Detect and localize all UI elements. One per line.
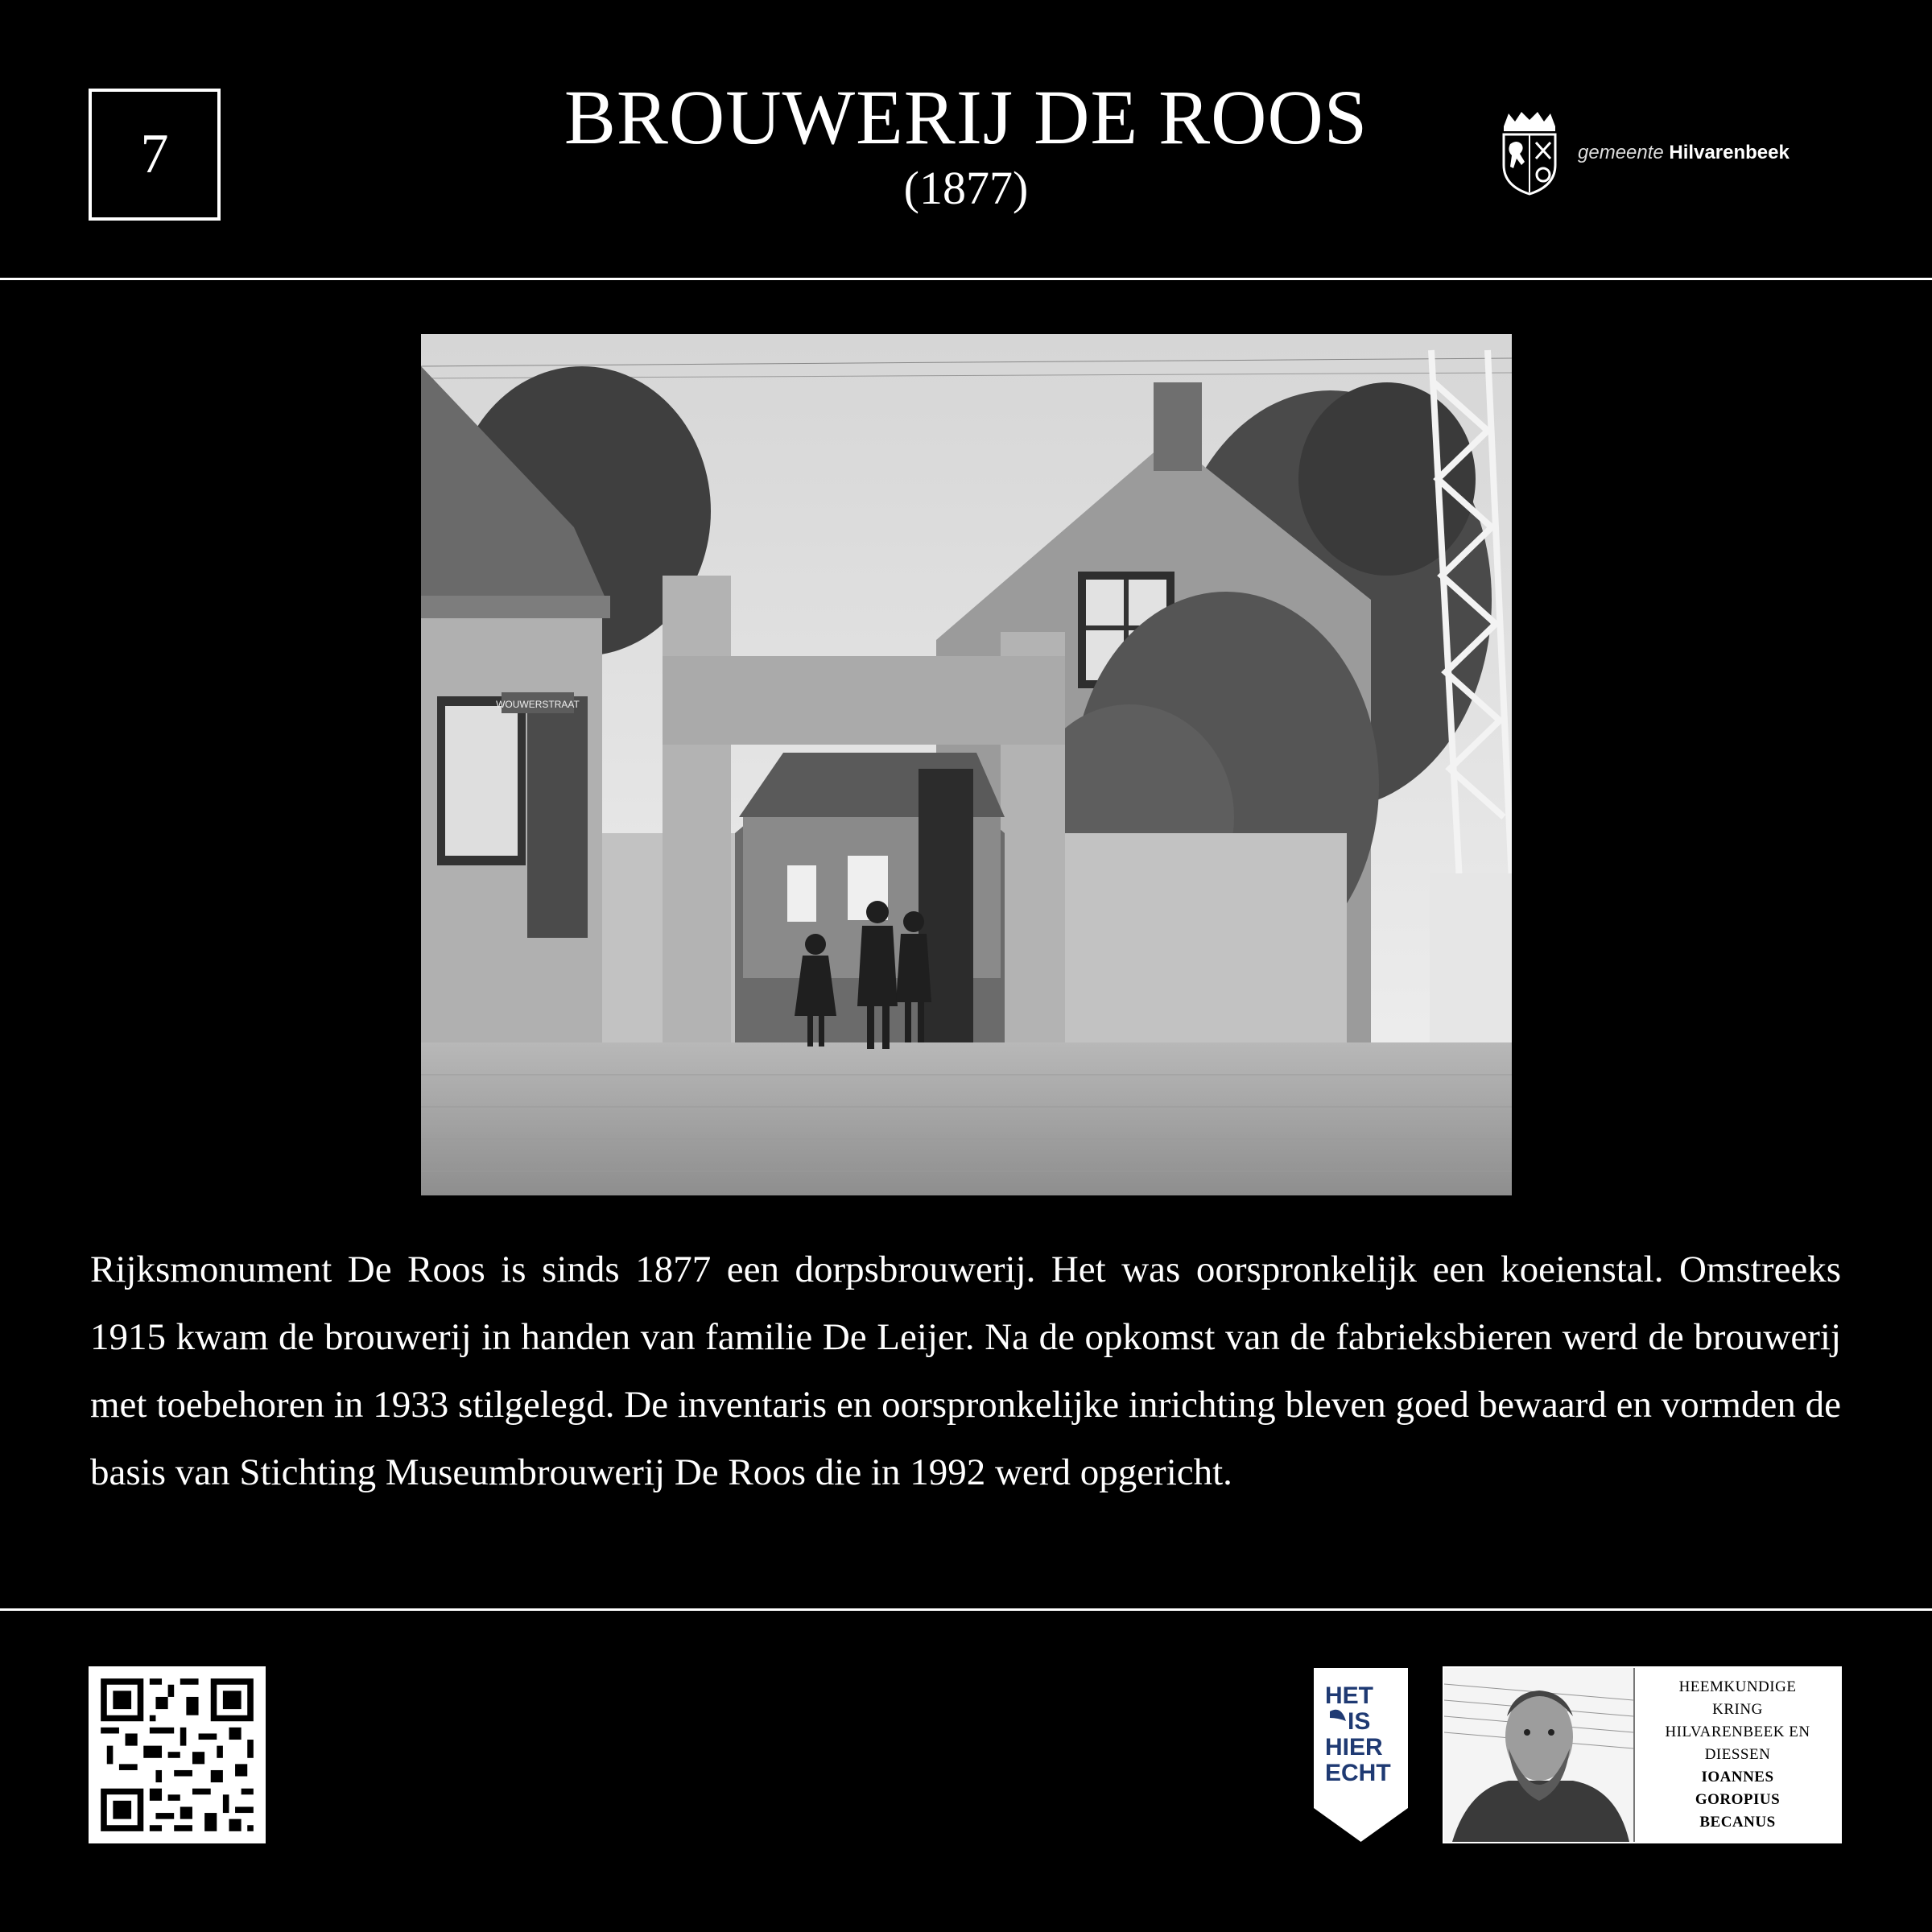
campaign-logo-word-2: IS (1348, 1708, 1371, 1735)
qr-code[interactable] (89, 1666, 266, 1843)
kring-line-2: KRING (1712, 1701, 1763, 1718)
description-paragraph: Rijksmonument De Roos is sinds 1877 een dorpsbrouwerij. Het was oorspronkelijk een koeienstal. Omstreeks 1915 kwam de brouwerij in handen van familie De Leijer. Na de opkomst van de fabrieksbieren werd de brouwerij met toebehoren in 1933 stilgelegd. De inventaris en oorspronkelijke inrichting bleven goed bewaard en vormden de basis van Stichting Museumbrouwerij De Roos die in 1992 werd opgericht. (90, 1249, 1841, 1493)
kring-name-line-2: GOROPIUS (1695, 1791, 1781, 1808)
municipality-prefix: gemeente (1578, 142, 1664, 163)
header-divider (0, 278, 1932, 280)
municipality-name: Hilvarenbeek (1669, 142, 1790, 163)
page-title: BROUWERIJ DE ROOS (564, 74, 1368, 160)
panel-number: 7 (140, 123, 169, 185)
kring-line-4: DIESSEN (1704, 1746, 1771, 1763)
historical-photo (421, 334, 1512, 1195)
campaign-logo-word-3: HIER (1325, 1734, 1383, 1761)
coat-of-arms-icon (1497, 109, 1562, 197)
portrait-engraving (1444, 1668, 1635, 1842)
municipality-label (1578, 142, 1790, 164)
municipality-logo (1497, 89, 1843, 217)
qr-code-icon (89, 1666, 266, 1843)
street-sign-text: WOUWERSTRAAT (496, 699, 580, 710)
kring-line-3: HILVARENBEEK EN (1665, 1724, 1810, 1740)
brewery-gate-photo-illustration (421, 334, 1512, 1195)
footer-divider (0, 1608, 1932, 1611)
page-subtitle-year: (1877) (903, 162, 1029, 214)
kring-text (1635, 1668, 1840, 1842)
kring-name-line-3: BECANUS (1699, 1814, 1776, 1831)
campaign-logo (1311, 1665, 1411, 1846)
portrait-icon (1444, 1668, 1633, 1842)
shield-logo-icon (1311, 1665, 1411, 1846)
heemkundige-kring-logo (1443, 1666, 1842, 1843)
campaign-logo-word-4: ECHT (1325, 1760, 1391, 1786)
campaign-logo-word-1: HET (1325, 1682, 1373, 1709)
kring-line-1: HEEMKUNDIGE (1678, 1678, 1797, 1695)
kring-name-line-1: IOANNES (1701, 1769, 1774, 1785)
